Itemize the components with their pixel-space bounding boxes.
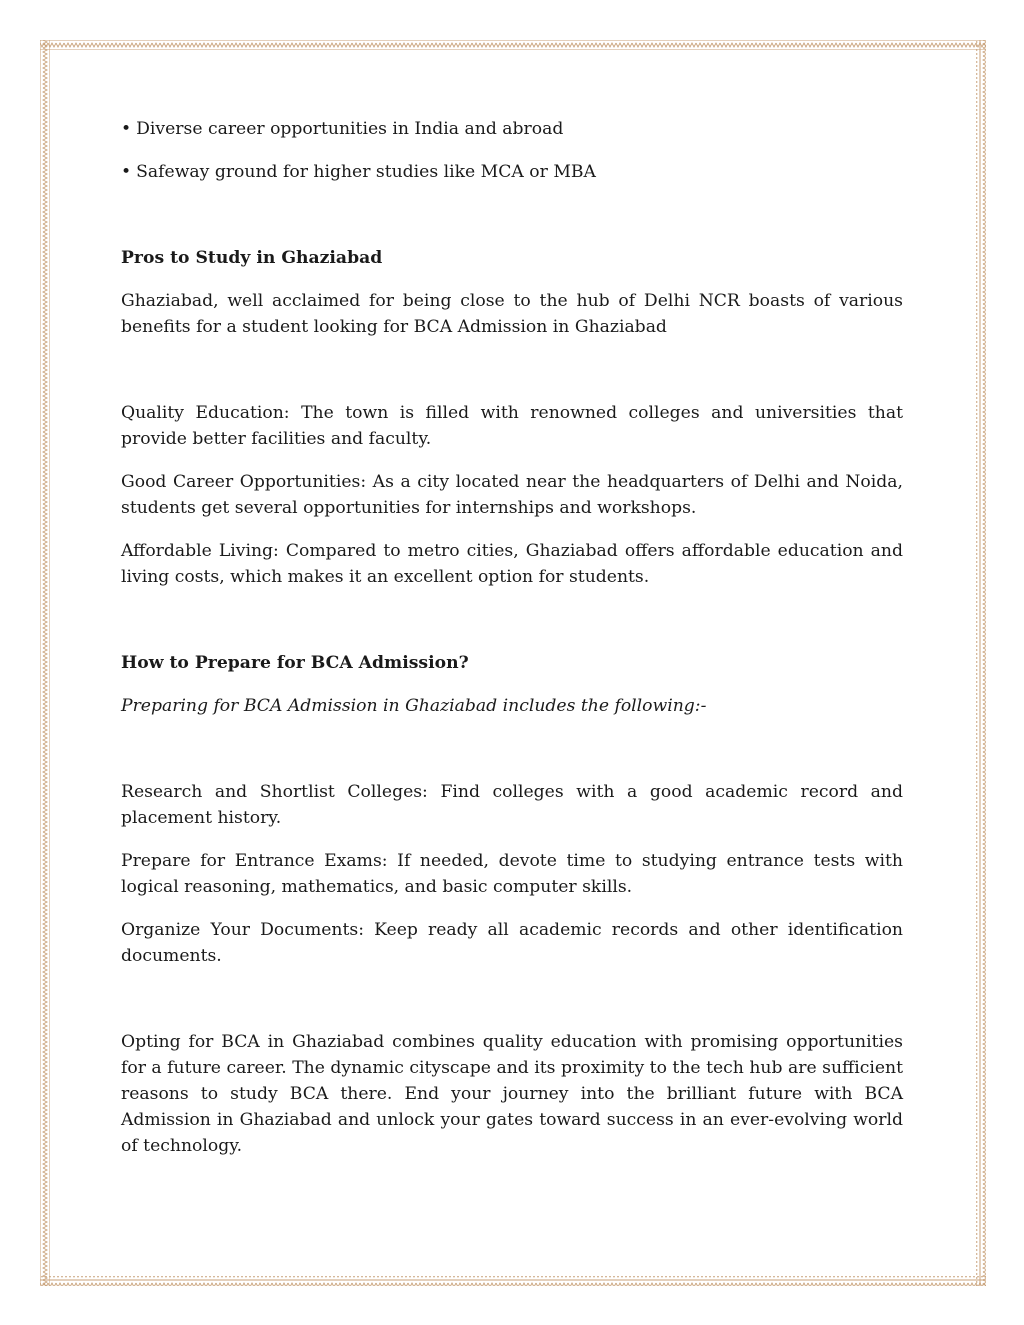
prepare-point-research: Research and Shortlist Colleges: Find colleges with a good academic record and placement history. xyxy=(121,782,903,828)
bullet-marker: • xyxy=(121,119,132,139)
section-heading-pros: Pros to Study in Ghaziabad xyxy=(121,248,383,268)
section-intro-pros: Ghaziabad, well acclaimed for being close to the hub of Delhi NCR boasts of various benefits for a student looking for BCA Admission in Ghaziabad xyxy=(121,291,903,337)
bullet-item xyxy=(121,159,903,185)
bullet-marker: • xyxy=(121,162,132,182)
bullet-text: Safeway ground for higher studies like MCA or MBA xyxy=(136,162,596,182)
section-intro-prepare: Preparing for BCA Admission in Ghaziabad includes the following:- xyxy=(121,696,707,716)
pros-point-quality-education: Quality Education: The town is filled with renowned colleges and universities that provide better facilities and faculty. xyxy=(121,403,903,449)
pros-point-career-opportunities: Good Career Opportunities: As a city located near the headquarters of Delhi and Noida, students get several opportunities for internships and workshops. xyxy=(121,472,903,518)
prepare-point-documents: Organize Your Documents: Keep ready all academic records and other identification documents. xyxy=(121,920,903,966)
bullet-text: Diverse career opportunities in India and abroad xyxy=(136,119,564,139)
pros-point-affordable-living: Affordable Living: Compared to metro cities, Ghaziabad offers affordable education and living costs, which makes it an excellent option for students. xyxy=(121,541,903,587)
conclusion-paragraph: Opting for BCA in Ghaziabad combines quality education with promising opportunities for a future career. The dynamic cityscape and its proximity to the tech hub are sufficient reasons to study BCA there. End your journey into the brilliant future with BCA Admission in Ghaziabad and unlock your gates toward success in an ever-evolving world of technology. xyxy=(121,1032,903,1156)
bullet-item xyxy=(121,116,903,142)
prepare-point-entrance-exams: Prepare for Entrance Exams: If needed, devote time to studying entrance tests with logical reasoning, mathematics, and basic computer skills. xyxy=(121,851,903,897)
section-heading-prepare: How to Prepare for BCA Admission? xyxy=(121,653,469,673)
document-body xyxy=(121,116,903,1176)
